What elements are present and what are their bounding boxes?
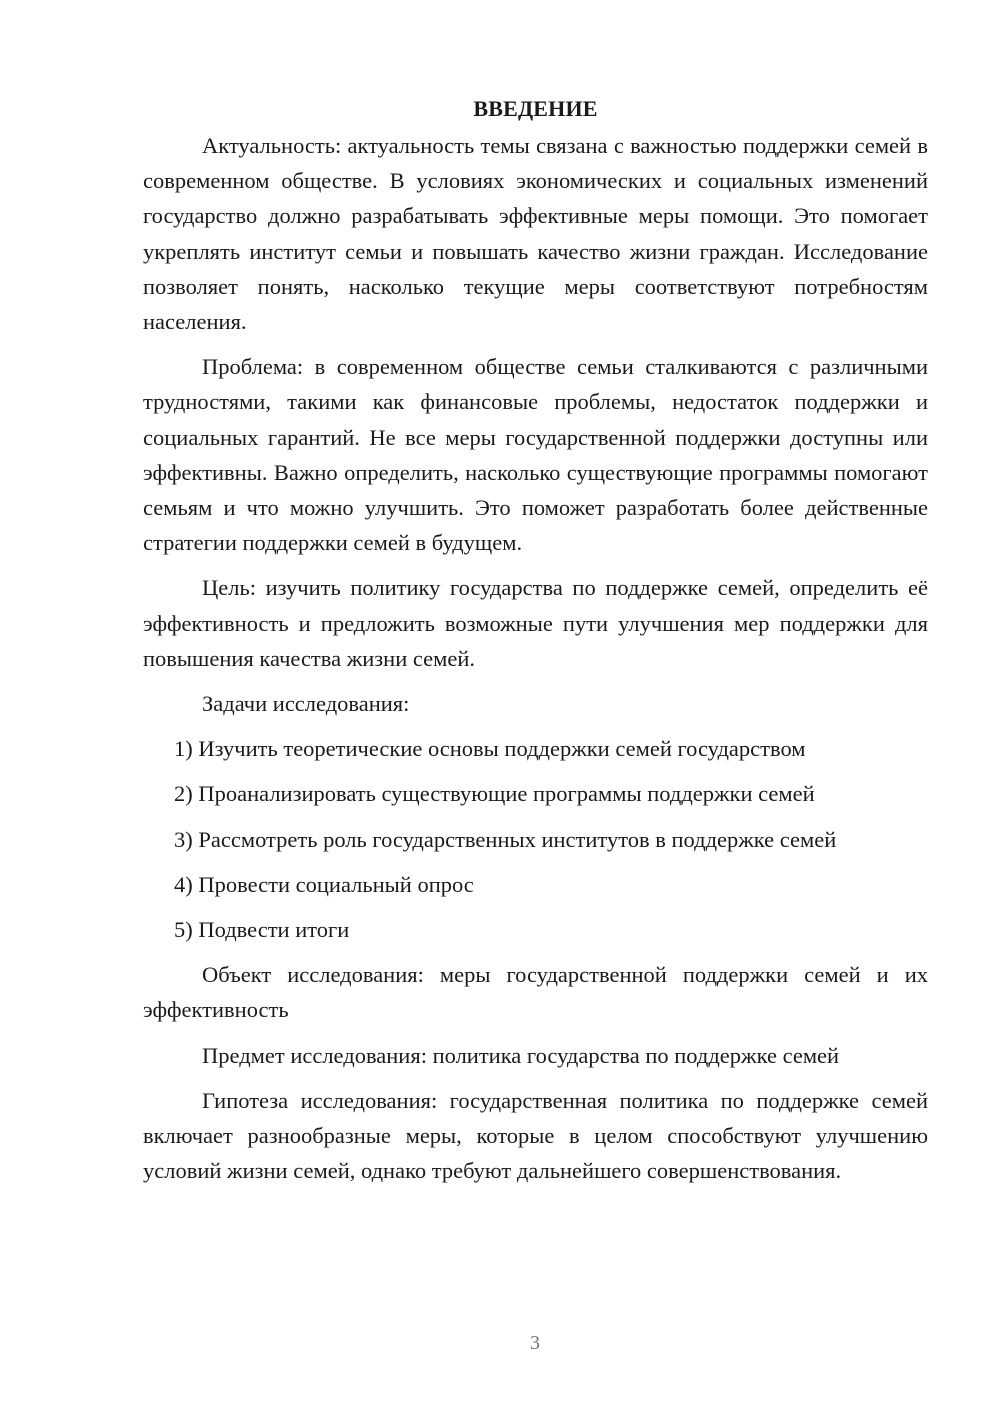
task-item-3: 3) Рассмотреть роль государственных институтов в поддержке семей <box>174 826 837 852</box>
task-item-5: 5) Подвести итоги <box>174 917 350 943</box>
task-item-4: 4) Провести социальный опрос <box>174 871 474 897</box>
page-number: 3 <box>530 1332 540 1354</box>
object-paragraph: Объект исследования: меры государственной поддержки семей и их эффективность <box>143 962 928 1023</box>
problem-paragraph: Проблема: в современном обществе семьи сталкиваются с различными трудностями, такими как финансовые проблемы, недостаток поддержки и социальных гарантий. Не все меры государственной поддержки доступны или эффективны. Важно определить, насколько существующие программы помогают семьям и что можно улучшить. Это поможет разработать более действенные стратегии поддержки семей в будущем. <box>143 354 928 556</box>
section-title: ВВЕДЕНИЕ <box>473 96 598 121</box>
task-item-2: 2) Проанализировать существующие программы поддержки семей <box>174 781 815 807</box>
hypothesis-paragraph: Гипотеза исследования: государственная политика по поддержке семей включает разнообразные меры, которые в целом способствуют улучшению условий жизни семей, однако требуют дальнейшего совершенствования. <box>143 1087 928 1184</box>
relevance-paragraph: Актуальность: актуальность темы связана с важностью поддержки семей в современном обществе. В условиях экономических и социальных изменений государство должно разрабатывать эффективные меры помощи. Это помогает укреплять институт семьи и повышать качество жизни граждан. Исследование позволяет понять, насколько текущие меры соответствуют потребностям населения. <box>143 133 928 335</box>
task-item-1: 1) Изучить теоретические основы поддержки семей государством <box>174 736 806 762</box>
goal-paragraph: Цель: изучить политику государства по поддержке семей, определить её эффективность и предложить возможные пути улучшения мер поддержки для повышения качества жизни семей. <box>143 575 928 671</box>
tasks-heading: Задачи исследования: <box>202 691 410 717</box>
document-body <box>143 92 928 1198</box>
subject-paragraph: Предмет исследования: политика государства по поддержке семей <box>202 1042 840 1068</box>
